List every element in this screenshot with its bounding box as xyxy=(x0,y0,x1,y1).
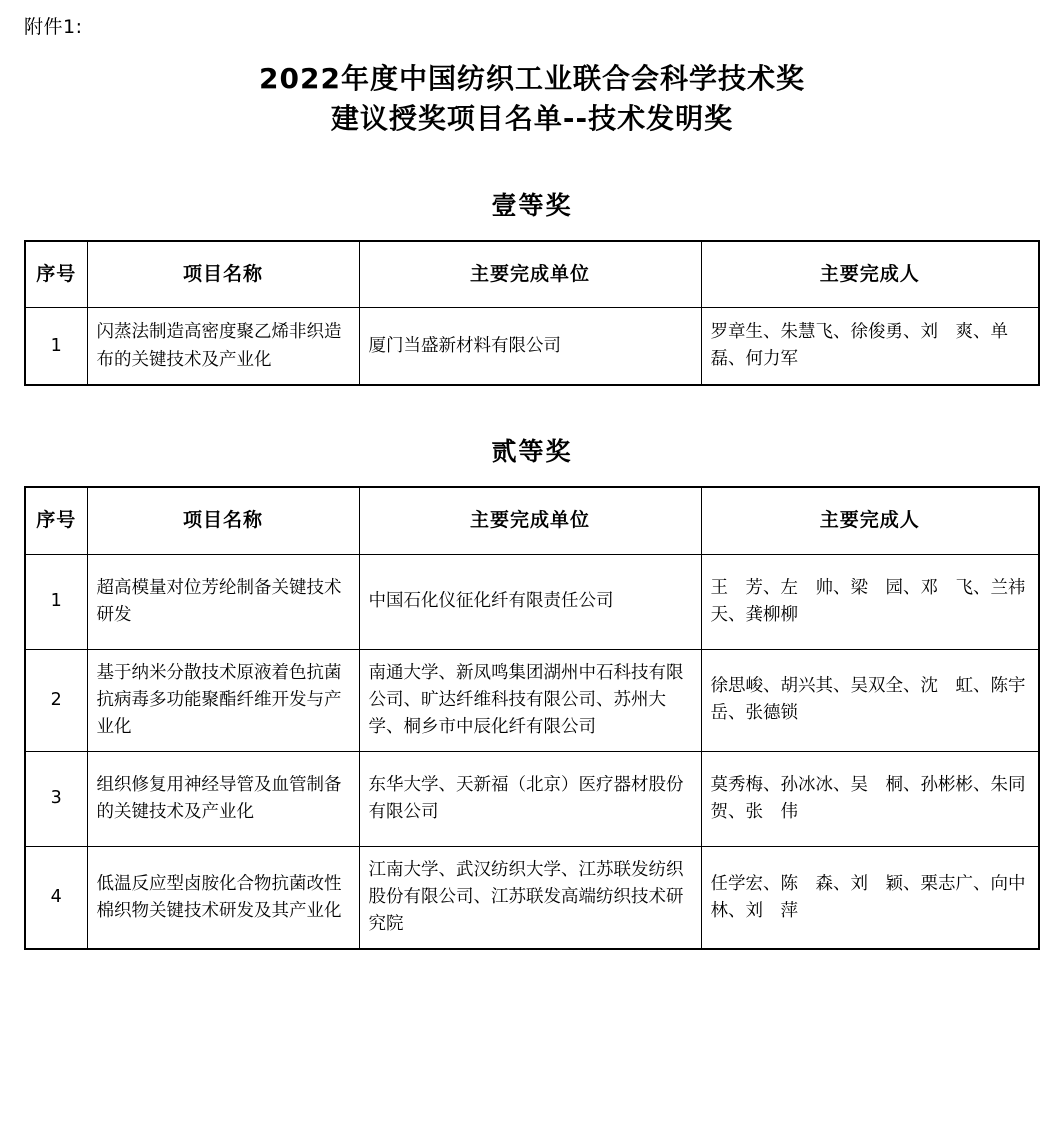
cell-people: 莫秀梅、孙冰冰、吴 桐、孙彬彬、朱同贺、张 伟 xyxy=(701,752,1039,847)
cell-project: 闪蒸法制造高密度聚乙烯非织造布的关键技术及产业化 xyxy=(87,308,359,386)
attachment-label: 附件1: xyxy=(24,16,83,38)
table-row xyxy=(25,308,1039,386)
table-row xyxy=(25,554,1039,649)
cell-no: 3 xyxy=(25,752,87,847)
table-row xyxy=(25,752,1039,847)
table-header-row xyxy=(25,241,1039,308)
cell-organizations: 中国石化仪征化纤有限责任公司 xyxy=(359,554,701,649)
title-line-2: 建议授奖项目名单--技术发明奖 xyxy=(330,102,734,136)
column-header-no: 序号 xyxy=(25,487,87,554)
cell-organizations: 厦门当盛新材料有限公司 xyxy=(359,308,701,386)
column-header-people: 主要完成人 xyxy=(701,241,1039,308)
cell-project: 基于纳米分散技术原液着色抗菌抗病毒多功能聚酯纤维开发与产业化 xyxy=(87,649,359,751)
cell-organizations: 江南大学、武汉纺织大学、江苏联发纺织股份有限公司、江苏联发高端纺织技术研究院 xyxy=(359,847,701,950)
table-row xyxy=(25,847,1039,950)
cell-no: 1 xyxy=(25,308,87,386)
section-heading-second-prize: 贰等奖 xyxy=(491,437,573,467)
column-header-project: 项目名称 xyxy=(87,241,359,308)
table-row xyxy=(25,649,1039,751)
column-header-people: 主要完成人 xyxy=(701,487,1039,554)
section-heading-first-prize: 壹等奖 xyxy=(491,190,573,220)
column-header-organizations: 主要完成单位 xyxy=(359,241,701,308)
cell-people: 王 芳、左 帅、梁 园、邓 飞、兰祎天、龚柳柳 xyxy=(701,554,1039,649)
table-header-row xyxy=(25,487,1039,554)
cell-no: 2 xyxy=(25,649,87,751)
cell-project: 超高模量对位芳纶制备关键技术研发 xyxy=(87,554,359,649)
cell-people: 罗章生、朱慧飞、徐俊勇、刘 爽、单 磊、何力军 xyxy=(701,308,1039,386)
title-line-1: 2022年度中国纺织工业联合会科学技术奖 xyxy=(259,61,805,95)
cell-project: 低温反应型卤胺化合物抗菌改性棉织物关键技术研发及其产业化 xyxy=(87,847,359,950)
column-header-organizations: 主要完成单位 xyxy=(359,487,701,554)
award-table-first-prize xyxy=(24,240,1040,386)
cell-no: 1 xyxy=(25,554,87,649)
cell-people: 徐思峻、胡兴其、吴双全、沈 虹、陈宇岳、张德锁 xyxy=(701,649,1039,751)
award-table-second-prize xyxy=(24,486,1040,950)
page-title xyxy=(22,59,1042,140)
cell-people: 任学宏、陈 森、刘 颖、栗志广、向中林、刘 萍 xyxy=(701,847,1039,950)
column-header-project: 项目名称 xyxy=(87,487,359,554)
column-header-no: 序号 xyxy=(25,241,87,308)
cell-organizations: 南通大学、新凤鸣集团湖州中石科技有限公司、旷达纤维科技有限公司、苏州大学、桐乡市中辰化纤有限公司 xyxy=(359,649,701,751)
cell-project: 组织修复用神经导管及血管制备的关键技术及产业化 xyxy=(87,752,359,847)
cell-no: 4 xyxy=(25,847,87,950)
cell-organizations: 东华大学、天新福（北京）医疗器材股份有限公司 xyxy=(359,752,701,847)
